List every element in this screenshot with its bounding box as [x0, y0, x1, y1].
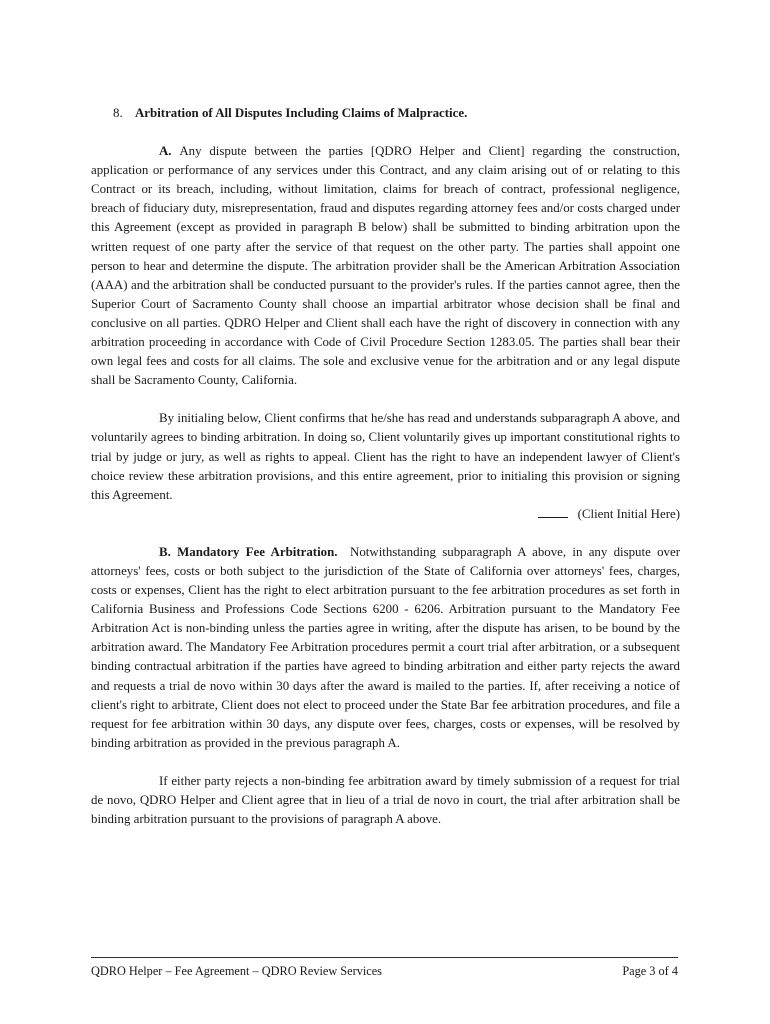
paragraph-a-text: Any dispute between the parties [QDRO Helper and Client] regarding the construction, application or performance of any services under this Contract, and any claim arising out of or relating to this Contract or its breach, including, without limitation, claims for breach of contract, professional negligence, breach of fiduciary duty, misrepresentation, fraud and disputes regarding attorney fees and/or costs charged under this Agreement (except as provided in paragraph B below) shall be submitted to binding arbitration upon the written request of one party after the service of that request on the other party. The parties shall appoint one person to hear and determine the dispute. The arbitration provider shall be the American Arbitration Association (AAA) and the arbitration shall be conducted pursuant to the provider's rules. If the parties cannot agree, then the Superior Court of Sacramento County shall choose an impartial arbitrator whose decision shall be final and conclusive on all parties. QDRO Helper and Client shall each have the right of discovery in connection with any arbitration proceeding in accordance with Code of Civil Procedure Section 1283.05. The parties shall bear their own legal fees and costs for all claims. The sole and exclusive venue for the arbitration and or any legal dispute shall be Sacramento County, California. — [91, 144, 680, 388]
paragraph-b — [91, 543, 680, 753]
footer-divider — [91, 957, 678, 958]
client-initial-label: (Client Initial Here) — [577, 506, 680, 521]
footer-document-title: QDRO Helper – Fee Agreement – QDRO Review Services — [91, 964, 382, 978]
document-body — [91, 104, 680, 829]
section-heading — [113, 104, 680, 123]
section-title: Arbitration of All Disputes Including Claims of Malpractice. — [135, 106, 468, 120]
paragraph-b-label: B. Mandatory Fee Arbitration. — [159, 544, 338, 559]
footer-page-number: Page 3 of 4 — [622, 964, 678, 978]
page-footer — [91, 964, 678, 979]
paragraph-trial-de-novo — [91, 772, 680, 829]
paragraph-trial-de-novo-text: If either party rejects a non-binding fee arbitration award by timely submission of a request for trial de novo, QDRO Helper and Client agree that in lieu of a trial de novo in court, the trial after arbitration shall be binding arbitration pursuant to the provisions of paragraph A above. — [91, 773, 680, 827]
client-initial-line — [91, 505, 680, 524]
paragraph-a — [91, 142, 680, 390]
paragraph-a-label: A. — [159, 144, 172, 159]
section-number: 8. — [113, 106, 123, 120]
paragraph-initial-confirmation — [91, 409, 680, 504]
client-initial-blank[interactable] — [538, 505, 568, 518]
paragraph-b-text: Notwithstanding subparagraph A above, in any dispute over attorneys' fees, costs or both subject to the jurisdiction of the State of California over attorneys' fees, charges, costs or expenses, Client has the right to elect arbitration pursuant to the fee arbitration procedures as set forth in California Business and Professions Code Sections 6200 - 6206. Arbitration pursuant to the Mandatory Fee Arbitration Act is non-binding unless the parties agree in writing, after the dispute has arisen, to be bound by the arbitration award. The Mandatory Fee Arbitration procedures permit a court trial after arbitration, or a subsequent binding contractual arbitration if the parties have agreed to binding arbitration and either party rejects the award and requests a trial de novo within 30 days after the award is mailed to the parties. If, after receiving a notice of client's right to arbitrate, Client does not elect to proceed under the State Bar fee arbitration procedures, and file a request for fee arbitration within 30 days, any dispute over fees, charges, costs or expenses, will be resolved by binding arbitration as provided in the previous paragraph A. — [91, 544, 680, 750]
paragraph-initial-text: By initialing below, Client confirms that he/she has read and understands subparagraph A above, and voluntarily agrees to binding arbitration. In doing so, Client voluntarily gives up important constitutional rights to trial by judge or jury, as well as rights to appeal. Client has the right to have an independent lawyer of Client's choice review these arbitration provisions, and this entire agreement, prior to initialing this provision or signing this Agreement. — [91, 411, 680, 502]
